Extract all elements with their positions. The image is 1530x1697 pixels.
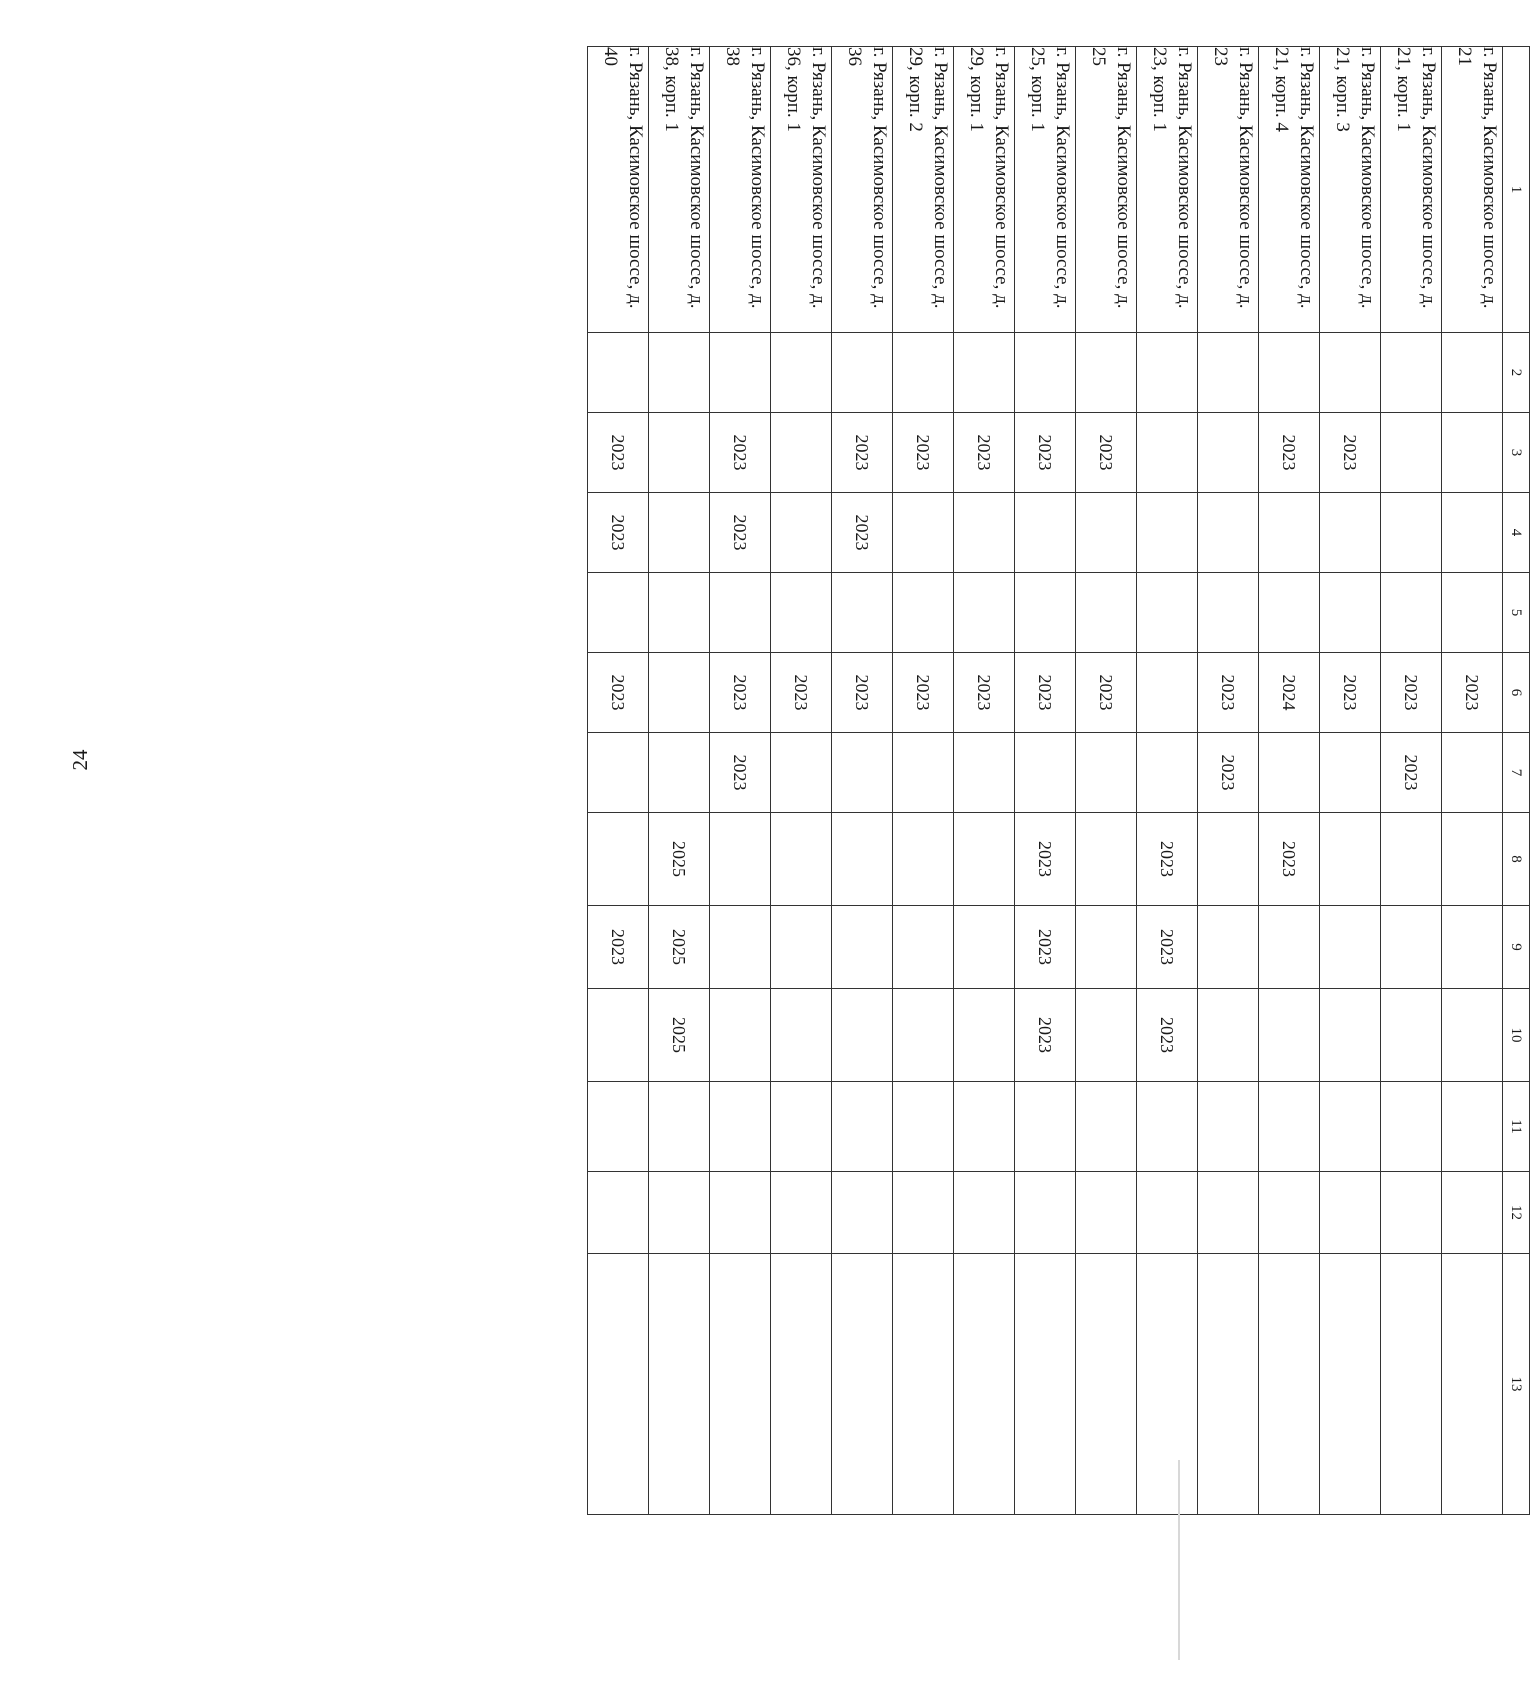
year-cell-col-8: 2023 [1137, 813, 1198, 906]
year-cell-col-6: 2023 [1442, 653, 1503, 733]
year-cell-col-9 [1198, 906, 1259, 989]
year-cell-col-12 [1137, 1172, 1198, 1254]
year-cell-col-13 [1381, 1254, 1442, 1515]
year-cell-col-12 [1259, 1172, 1320, 1254]
year-cell-col-11 [1076, 1082, 1137, 1172]
year-cell-col-9: 2025 [649, 906, 710, 989]
year-cell-col-12 [1015, 1172, 1076, 1254]
year-cell-col-13 [588, 1254, 649, 1515]
year-cell-col-4 [893, 493, 954, 573]
year-cell-col-8 [893, 813, 954, 906]
year-cell-col-12 [710, 1172, 771, 1254]
column-number-10: 10 [1503, 989, 1530, 1082]
year-cell-col-3 [771, 413, 832, 493]
year-cell-col-3: 2023 [832, 413, 893, 493]
column-number-4: 4 [1503, 493, 1530, 573]
year-cell-col-13 [649, 1254, 710, 1515]
year-cell-col-8 [710, 813, 771, 906]
year-cell-col-13 [1137, 1254, 1198, 1515]
year-cell-col-8 [771, 813, 832, 906]
year-cell-col-13 [954, 1254, 1015, 1515]
year-cell-col-10: 2023 [1015, 989, 1076, 1082]
year-cell-col-7 [649, 733, 710, 813]
year-cell-col-10 [954, 989, 1015, 1082]
column-number-13: 13 [1503, 1254, 1530, 1515]
year-cell-col-3: 2023 [1076, 413, 1137, 493]
year-cell-col-6: 2024 [1259, 653, 1320, 733]
year-cell-col-11 [1442, 1082, 1503, 1172]
year-cell-col-2 [1076, 333, 1137, 413]
year-cell-col-11 [893, 1082, 954, 1172]
year-cell-col-5 [710, 573, 771, 653]
year-cell-col-13 [1198, 1254, 1259, 1515]
year-cell-col-6: 2023 [1076, 653, 1137, 733]
year-cell-col-8 [954, 813, 1015, 906]
year-cell-col-10 [832, 989, 893, 1082]
year-cell-col-11 [1320, 1082, 1381, 1172]
address-cell: г. Рязань, Касимовское шоссе, д. 21, корп. 3 [1320, 47, 1381, 333]
year-cell-col-12 [588, 1172, 649, 1254]
year-cell-col-2 [1259, 333, 1320, 413]
year-cell-col-10 [1381, 989, 1442, 1082]
column-number-12: 12 [1503, 1172, 1530, 1254]
year-cell-col-2 [1381, 333, 1442, 413]
year-cell-col-9 [1320, 906, 1381, 989]
year-cell-col-4 [954, 493, 1015, 573]
year-cell-col-11 [710, 1082, 771, 1172]
year-cell-col-8: 2023 [1015, 813, 1076, 906]
column-number-3: 3 [1503, 413, 1530, 493]
year-cell-col-4 [1198, 493, 1259, 573]
year-cell-col-12 [1320, 1172, 1381, 1254]
year-cell-col-5 [1259, 573, 1320, 653]
year-cell-col-10 [1198, 989, 1259, 1082]
year-cell-col-7 [1137, 733, 1198, 813]
year-cell-col-4: 2023 [832, 493, 893, 573]
year-cell-col-3: 2023 [1320, 413, 1381, 493]
year-cell-col-7 [588, 733, 649, 813]
year-cell-col-2 [1442, 333, 1503, 413]
year-cell-col-8 [832, 813, 893, 906]
year-cell-col-6 [649, 653, 710, 733]
year-cell-col-12 [832, 1172, 893, 1254]
year-cell-col-8 [1320, 813, 1381, 906]
year-cell-col-11 [1015, 1082, 1076, 1172]
table-row [1442, 47, 1503, 1515]
year-cell-col-10 [771, 989, 832, 1082]
year-cell-col-5 [771, 573, 832, 653]
year-cell-col-13 [832, 1254, 893, 1515]
year-cell-col-13 [1015, 1254, 1076, 1515]
year-cell-col-12 [954, 1172, 1015, 1254]
year-cell-col-4 [1015, 493, 1076, 573]
year-cell-col-2 [710, 333, 771, 413]
year-cell-col-9 [1381, 906, 1442, 989]
table-row [1015, 47, 1076, 1515]
year-cell-col-11 [649, 1082, 710, 1172]
year-cell-col-13 [1442, 1254, 1503, 1515]
year-cell-col-8 [588, 813, 649, 906]
year-cell-col-7: 2023 [1381, 733, 1442, 813]
address-cell: г. Рязань, Касимовское шоссе, д. 29, корп. 2 [893, 47, 954, 333]
year-cell-col-9 [710, 906, 771, 989]
column-number-1: 1 [1503, 47, 1530, 333]
year-cell-col-9 [1259, 906, 1320, 989]
year-cell-col-10 [1259, 989, 1320, 1082]
table-row [1076, 47, 1137, 1515]
year-cell-col-8: 2023 [1259, 813, 1320, 906]
year-cell-col-12 [1198, 1172, 1259, 1254]
header-row [1503, 47, 1530, 1515]
year-cell-col-4 [1137, 493, 1198, 573]
year-cell-col-12 [1076, 1172, 1137, 1254]
year-cell-col-7 [1076, 733, 1137, 813]
address-cell: г. Рязань, Касимовское шоссе, д. 25, корп. 1 [1015, 47, 1076, 333]
year-cell-col-3: 2023 [710, 413, 771, 493]
year-cell-col-2 [1198, 333, 1259, 413]
year-cell-col-2 [832, 333, 893, 413]
year-cell-col-4 [1381, 493, 1442, 573]
year-cell-col-13 [1076, 1254, 1137, 1515]
address-cell: г. Рязань, Касимовское шоссе, д. 38, корп. 1 [649, 47, 710, 333]
year-cell-col-3: 2023 [1259, 413, 1320, 493]
year-cell-col-9 [893, 906, 954, 989]
year-cell-col-2 [649, 333, 710, 413]
year-cell-col-13 [893, 1254, 954, 1515]
address-cell: г. Рязань, Касимовское шоссе, д. 23 [1198, 47, 1259, 333]
year-cell-col-6: 2023 [1381, 653, 1442, 733]
year-cell-col-6: 2023 [893, 653, 954, 733]
table-row [1320, 47, 1381, 1515]
year-cell-col-3 [1442, 413, 1503, 493]
address-cell: г. Рязань, Касимовское шоссе, д. 25 [1076, 47, 1137, 333]
year-cell-col-7 [1320, 733, 1381, 813]
year-cell-col-2 [1137, 333, 1198, 413]
year-cell-col-11 [1198, 1082, 1259, 1172]
year-cell-col-11 [771, 1082, 832, 1172]
year-cell-col-8 [1381, 813, 1442, 906]
year-cell-col-5 [588, 573, 649, 653]
year-cell-col-3 [1198, 413, 1259, 493]
year-cell-col-11 [954, 1082, 1015, 1172]
year-cell-col-9 [771, 906, 832, 989]
year-cell-col-2 [893, 333, 954, 413]
year-cell-col-8 [1442, 813, 1503, 906]
year-cell-col-4 [649, 493, 710, 573]
year-cell-col-6: 2023 [771, 653, 832, 733]
table-row [893, 47, 954, 1515]
year-cell-col-10: 2023 [1137, 989, 1198, 1082]
year-cell-col-11 [588, 1082, 649, 1172]
year-cell-col-6: 2023 [954, 653, 1015, 733]
column-number-6: 6 [1503, 653, 1530, 733]
year-cell-col-3: 2023 [588, 413, 649, 493]
year-cell-col-12 [1442, 1172, 1503, 1254]
column-number-8: 8 [1503, 813, 1530, 906]
year-cell-col-5 [1076, 573, 1137, 653]
address-cell: г. Рязань, Касимовское шоссе, д. 38 [710, 47, 771, 333]
column-number-5: 5 [1503, 573, 1530, 653]
year-cell-col-6 [1137, 653, 1198, 733]
year-cell-col-10 [1076, 989, 1137, 1082]
scan-edge-mark [1178, 1460, 1180, 1660]
year-cell-col-2 [954, 333, 1015, 413]
year-cell-col-5 [954, 573, 1015, 653]
year-cell-col-4 [1259, 493, 1320, 573]
table-row [832, 47, 893, 1515]
year-cell-col-2 [588, 333, 649, 413]
year-cell-col-6: 2023 [832, 653, 893, 733]
table-row [1137, 47, 1198, 1515]
column-number-header [1503, 47, 1530, 1515]
year-cell-col-8 [1198, 813, 1259, 906]
year-cell-col-13 [710, 1254, 771, 1515]
year-cell-col-2 [1320, 333, 1381, 413]
address-cell: г. Рязань, Касимовское шоссе, д. 21, корп. 4 [1259, 47, 1320, 333]
year-cell-col-11 [832, 1082, 893, 1172]
column-number-2: 2 [1503, 333, 1530, 413]
year-cell-col-6: 2023 [1198, 653, 1259, 733]
year-cell-col-5 [1320, 573, 1381, 653]
year-cell-col-5 [1137, 573, 1198, 653]
table-row [771, 47, 832, 1515]
table-row [954, 47, 1015, 1515]
year-cell-col-10: 2025 [649, 989, 710, 1082]
year-cell-col-3: 2023 [954, 413, 1015, 493]
year-cell-col-3 [1381, 413, 1442, 493]
year-cell-col-10 [1442, 989, 1503, 1082]
year-cell-col-9 [954, 906, 1015, 989]
year-cell-col-5 [1015, 573, 1076, 653]
year-cell-col-7 [1442, 733, 1503, 813]
table-body [588, 47, 1503, 1515]
year-cell-col-7: 2023 [1198, 733, 1259, 813]
year-cell-col-10 [893, 989, 954, 1082]
year-cell-col-12 [1381, 1172, 1442, 1254]
year-cell-col-7 [1015, 733, 1076, 813]
year-cell-col-3: 2023 [1015, 413, 1076, 493]
year-cell-col-9: 2023 [588, 906, 649, 989]
year-cell-col-9: 2023 [1015, 906, 1076, 989]
year-cell-col-9: 2023 [1137, 906, 1198, 989]
address-cell: г. Рязань, Касимовское шоссе, д. 36 [832, 47, 893, 333]
year-cell-col-9 [1442, 906, 1503, 989]
year-cell-col-8 [1076, 813, 1137, 906]
year-cell-col-8: 2025 [649, 813, 710, 906]
year-cell-col-5 [1442, 573, 1503, 653]
year-cell-col-3: 2023 [893, 413, 954, 493]
year-cell-col-3 [649, 413, 710, 493]
year-cell-col-2 [1015, 333, 1076, 413]
year-cell-col-13 [1320, 1254, 1381, 1515]
table-row [1259, 47, 1320, 1515]
address-cell: г. Рязань, Касимовское шоссе, д. 40 [588, 47, 649, 333]
year-cell-col-7 [832, 733, 893, 813]
year-cell-col-13 [1259, 1254, 1320, 1515]
year-cell-col-10 [588, 989, 649, 1082]
year-cell-col-6: 2023 [1320, 653, 1381, 733]
year-cell-col-7 [893, 733, 954, 813]
year-cell-col-5 [1198, 573, 1259, 653]
year-cell-col-13 [771, 1254, 832, 1515]
year-cell-col-9 [1076, 906, 1137, 989]
year-cell-col-5 [1381, 573, 1442, 653]
year-cell-col-10 [1320, 989, 1381, 1082]
year-cell-col-4 [1076, 493, 1137, 573]
year-cell-col-12 [893, 1172, 954, 1254]
year-cell-col-2 [771, 333, 832, 413]
page-number: 24 [68, 749, 92, 771]
year-cell-col-4: 2023 [588, 493, 649, 573]
table-row [710, 47, 771, 1515]
column-number-7: 7 [1503, 733, 1530, 813]
table-row [588, 47, 649, 1515]
address-cell: г. Рязань, Касимовское шоссе, д. 29, корп. 1 [954, 47, 1015, 333]
year-cell-col-4 [1320, 493, 1381, 573]
year-cell-col-3 [1137, 413, 1198, 493]
address-cell: г. Рязань, Касимовское шоссе, д. 21, корп. 1 [1381, 47, 1442, 333]
year-cell-col-11 [1381, 1082, 1442, 1172]
table-row [1198, 47, 1259, 1515]
year-cell-col-4: 2023 [710, 493, 771, 573]
year-cell-col-7 [1259, 733, 1320, 813]
schedule-table [587, 46, 1530, 1515]
column-number-9: 9 [1503, 906, 1530, 989]
address-cell: г. Рязань, Касимовское шоссе, д. 21 [1442, 47, 1503, 333]
year-cell-col-12 [649, 1172, 710, 1254]
table-row [649, 47, 710, 1515]
year-cell-col-4 [1442, 493, 1503, 573]
year-cell-col-5 [832, 573, 893, 653]
address-cell: г. Рязань, Касимовское шоссе, д. 36, корп. 1 [771, 47, 832, 333]
year-cell-col-7 [954, 733, 1015, 813]
year-cell-col-4 [771, 493, 832, 573]
rotated-table-container [600, 46, 1530, 1514]
table-row [1381, 47, 1442, 1515]
year-cell-col-5 [893, 573, 954, 653]
year-cell-col-7 [771, 733, 832, 813]
column-number-11: 11 [1503, 1082, 1530, 1172]
year-cell-col-5 [649, 573, 710, 653]
year-cell-col-11 [1259, 1082, 1320, 1172]
year-cell-col-11 [1137, 1082, 1198, 1172]
year-cell-col-6: 2023 [588, 653, 649, 733]
year-cell-col-12 [771, 1172, 832, 1254]
year-cell-col-9 [832, 906, 893, 989]
year-cell-col-6: 2023 [1015, 653, 1076, 733]
year-cell-col-6: 2023 [710, 653, 771, 733]
address-cell: г. Рязань, Касимовское шоссе, д. 23, корп. 1 [1137, 47, 1198, 333]
year-cell-col-7: 2023 [710, 733, 771, 813]
year-cell-col-10 [710, 989, 771, 1082]
